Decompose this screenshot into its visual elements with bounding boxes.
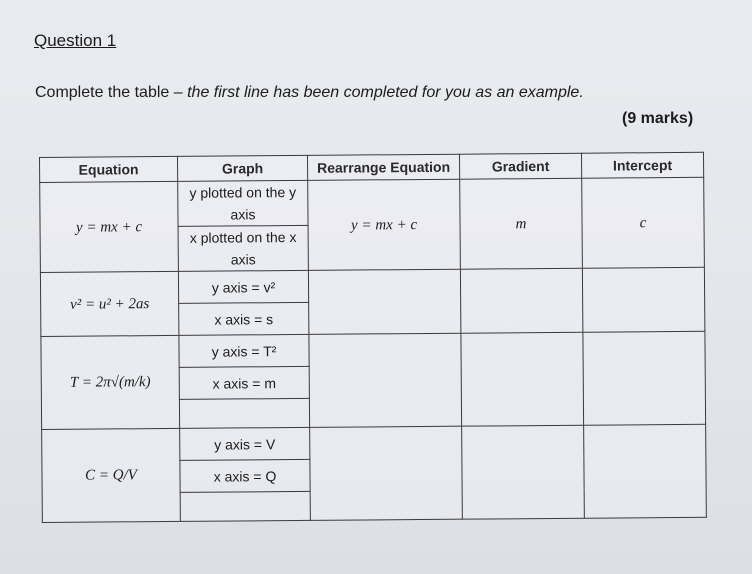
graph-x-cell: x axis = s <box>179 302 309 335</box>
header-graph: Graph <box>177 155 307 181</box>
table-row <box>40 177 704 227</box>
table-row <box>42 424 706 461</box>
equation-text: T = 2π√(m/k) <box>69 374 151 391</box>
rearrange-cell[interactable] <box>309 333 462 427</box>
equation-text: v² = u² + 2as <box>69 295 150 313</box>
gradient-cell <box>460 178 583 269</box>
header-rearrange: Rearrange Equation <box>307 154 459 180</box>
instruction-text <box>35 84 584 102</box>
graph-y-cell: y axis = T² <box>179 334 309 367</box>
graph-y-cell: y axis = V <box>180 427 310 460</box>
equation-cell <box>40 181 179 272</box>
instruction-italic: the first line has been completed for you as an example. <box>187 84 584 101</box>
table-row <box>40 267 704 304</box>
worksheet-table <box>39 152 707 523</box>
header-intercept: Intercept <box>581 152 703 178</box>
gradient-text: m <box>515 215 527 232</box>
table-row <box>41 331 705 368</box>
intercept-cell[interactable] <box>584 424 707 518</box>
header-gradient: Gradient <box>459 153 581 179</box>
instruction-plain: Complete the table – <box>35 84 188 101</box>
gradient-cell[interactable] <box>460 268 582 333</box>
header-equation: Equation <box>40 156 178 182</box>
equation-cell <box>40 271 178 336</box>
equation-text: y = mx + c <box>75 218 143 236</box>
rearrange-text: y = mx + c <box>350 216 418 234</box>
graph-x-cell: x axis = Q <box>180 459 310 492</box>
intercept-cell[interactable] <box>583 331 706 425</box>
graph-y-cell: y plotted on the y axis <box>178 180 308 226</box>
intercept-cell <box>582 177 705 268</box>
rearrange-cell[interactable] <box>308 269 460 334</box>
equation-cell <box>42 428 181 522</box>
graph-x-cell: x axis = m <box>179 366 309 399</box>
intercept-cell[interactable] <box>582 267 704 332</box>
graph-extra-cell[interactable] <box>180 491 310 521</box>
intercept-text: c <box>639 214 647 231</box>
rearrange-cell <box>308 179 461 270</box>
question-title: Question 1 <box>34 31 117 50</box>
marks-label: (9 marks) <box>622 110 694 127</box>
rearrange-cell[interactable] <box>310 426 463 520</box>
gradient-cell[interactable] <box>461 332 584 426</box>
graph-y-cell: y axis = v² <box>178 270 308 303</box>
graph-x-cell: x plotted on the x axis <box>178 225 308 271</box>
gradient-cell[interactable] <box>462 425 585 519</box>
graph-extra-cell[interactable] <box>179 398 309 428</box>
equation-text: C = Q/V <box>85 467 137 484</box>
equation-cell <box>41 335 180 429</box>
